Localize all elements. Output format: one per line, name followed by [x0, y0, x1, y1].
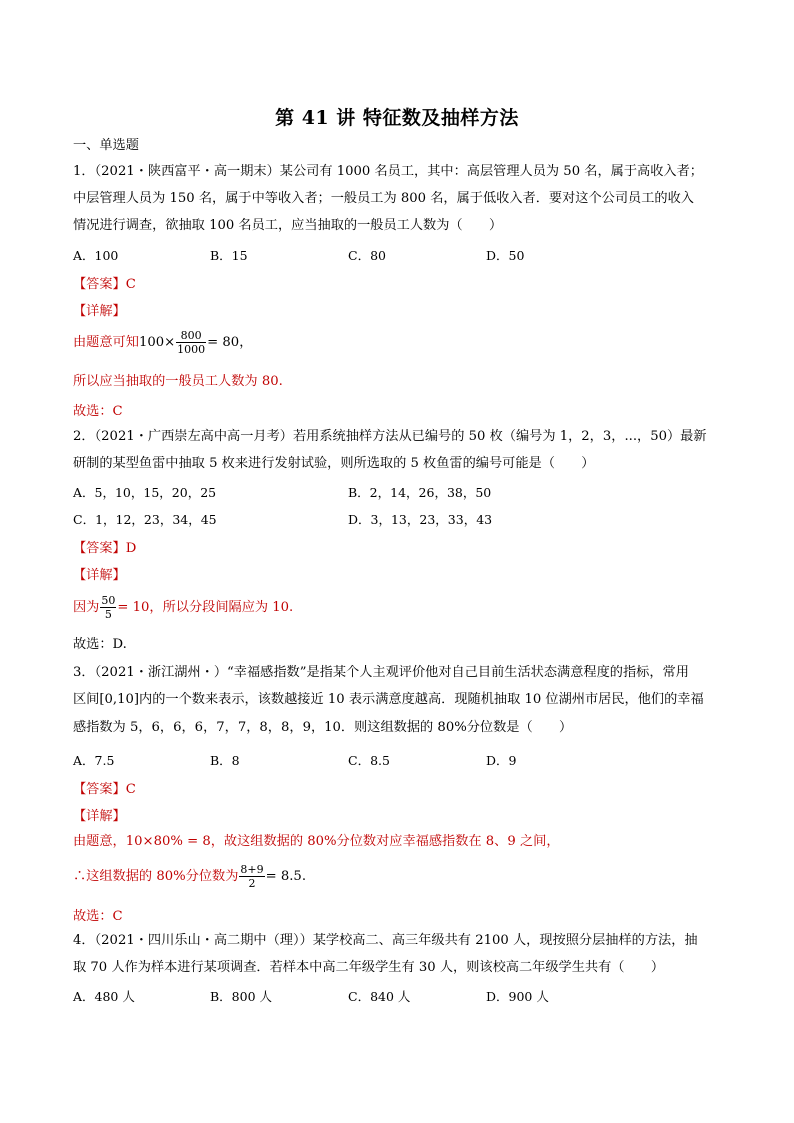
question-4-option-c: C．840 人: [348, 989, 411, 1004]
question-1-option-b: B．15: [210, 248, 248, 263]
solution-math: = 8.5.: [265, 869, 307, 884]
solution-math: 100×: [138, 335, 176, 350]
question-3-option-c: C．8.5: [348, 753, 390, 768]
fraction-numerator: 8+9: [240, 863, 264, 876]
question-3-detail-label: 【详解】: [73, 809, 126, 824]
question-2-option-b: B．2，14，26，38，50: [348, 485, 492, 500]
page-title: 第 41 讲 特征数及抽样方法: [275, 107, 519, 129]
question-4-line-1: 4．（2021・四川乐山・高二期中（理））某学校高二、高三年级共有 2100 人，现按照分层抽样的方法，抽: [73, 933, 698, 948]
question-1-option-a: A．100: [73, 248, 119, 263]
fraction: [176, 329, 206, 356]
question-3-solution-line-1: 由题意，10×80% = 8，故这组数据的 80%分位数对应幸福感指数在 8、9 之间，: [73, 834, 560, 849]
question-3-choose: 故选：C: [73, 909, 123, 924]
fraction-denominator: 1000: [177, 343, 206, 356]
question-3-line-2: [73, 691, 704, 709]
question-4-option-b: B．800 人: [210, 989, 273, 1004]
fraction: [100, 594, 116, 621]
question-3-option-d: D．9: [486, 753, 517, 768]
question-2-answer: 【答案】D: [73, 541, 137, 556]
question-3-answer: 【答案】C: [73, 782, 136, 797]
question-3-option-b: B．8: [210, 753, 240, 768]
fraction: [239, 863, 264, 890]
question-2-detail-label: 【详解】: [73, 568, 126, 583]
question-1-answer: 【答案】C: [73, 277, 136, 292]
section-heading: 一、单选题: [73, 138, 139, 153]
question-text: 区间: [73, 692, 100, 707]
question-3-solution-line-2: [73, 862, 306, 892]
question-3-line-1: 3．（2021・浙江湖州・）“幸福感指数”是指某个人主观评价他对自己目前生活状态满意程度的指标，常用: [73, 665, 689, 680]
question-4-option-a: A．480 人: [73, 989, 135, 1004]
question-2-solution: [73, 593, 293, 623]
fraction-denominator: 2: [248, 877, 256, 890]
question-1-solution-line-1: [73, 328, 252, 358]
solution-math: = 80，: [207, 335, 253, 350]
question-3-line-3: 感指数为 5，6，6，6，7，7，8，8，9，10．则这组数据的 80%分位数是（ ）: [73, 720, 573, 735]
question-1-choose: 故选：C: [73, 404, 123, 419]
question-text: 内的一个数来表示，该数越接近 10 表示满意度越高．现随机抽取 10 位湖州市居民，他们的幸福: [139, 692, 704, 707]
solution-text: 因为: [73, 600, 100, 615]
fraction-numerator: 800: [176, 329, 206, 343]
question-3-option-a: A．7.5: [73, 753, 115, 768]
interval: [0,10]: [99, 692, 140, 707]
question-1-solution-line-2: 所以应当抽取的一般员工人数为 80.: [73, 374, 283, 389]
question-1-detail-label: 【详解】: [73, 304, 126, 319]
fraction-numerator: 50: [101, 594, 116, 607]
question-1-line-2: 中层管理人员为 150 名，属于中等收入者；一般员工为 800 名，属于低收入者．要对这个公司员工的收入: [73, 191, 694, 206]
question-2-line-1: 2．（2021・广西崇左高中高一月考）若用系统抽样方法从已编号的 50 枚（编号为 1，2，3，...，50）最新: [73, 429, 707, 444]
question-1-line-3: 情况进行调查，欲抽取 100 名员工，应当抽取的一般员工人数为（ ）: [73, 218, 503, 233]
question-2-option-c: C．1，12，23，34，45: [73, 512, 217, 527]
question-1-line-1: 1．（2021・陕西富平・高一期末）某公司有 1000 名员工，其中：高层管理人员为 50 名，属于高收入者；: [73, 164, 703, 179]
question-2-option-a: A．5，10，15，20，25: [73, 485, 217, 500]
question-2-choose: 故选：D.: [73, 637, 127, 652]
solution-text: ∴这组数据的 80%分位数为: [73, 869, 239, 884]
solution-text: 由题意可知: [73, 335, 139, 350]
question-2-line-2: 研制的某型鱼雷中抽取 5 枚来进行发射试验，则所选取的 5 枚鱼雷的编号可能是（ ）: [73, 456, 595, 471]
solution-text: = 10，所以分段间隔应为 10.: [117, 600, 294, 615]
question-4-option-d: D．900 人: [486, 989, 549, 1004]
question-4-line-2: 取 70 人作为样本进行某项调查．若样本中高二年级学生有 30 人，则该校高二年级学生共有（ ）: [73, 960, 665, 975]
fraction-denominator: 5: [104, 608, 112, 621]
question-2-option-d: D．3，13，23，33，43: [348, 512, 493, 527]
question-1-option-d: D．50: [486, 248, 525, 263]
question-1-option-c: C．80: [348, 248, 386, 263]
